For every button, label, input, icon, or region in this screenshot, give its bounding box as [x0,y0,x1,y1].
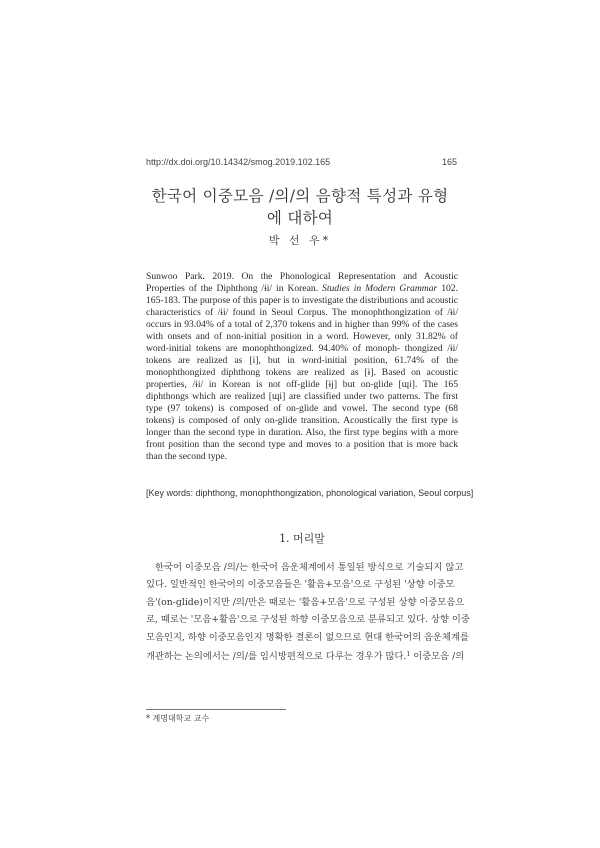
footnote: * 계명대학교 교수 [146,714,210,723]
doi-link[interactable]: http://dx.doi.org/10.14342/smog.2019.102.165 [146,157,331,167]
page-number: 165 [442,157,458,167]
body-line: 있다. 일반적인 한국어의 이중모음들은 '활음+모음'으로 구성된 '상향 이중모 [146,579,455,591]
abstract-body: The purpose of this paper is to investigate the distributions and acoustic characteristics of /ɨi/ found in Seoul Corpus. The monophthongization of /ɨi/ occurs in 93.04% of a total of 2,370 tokens and in higher than 99% of the cases with onsets and of non-initial position in a word. However, only 31.82% of word-initial tokens are monophthongized. 94.40% of monoph- thongized /ɨi/ tokens are realized as [i], but in word-initial position, 61.74% of the monophthongized diphthong tokens are realized as [ɨ]. Based on acoustic properties, /ɨi/ in Korean is not off-glide [ɨj] but on-glide [ɰi]. The 165 diphthongs which are realized [ɰi] are classified under two patterns. The first type (97 tokens) is composed of on-glide and vowel. The second type (68 tokens) is composed of only on-glide transition. Acoustically the first type is longer than the second type in duration. Also, the first type begins with a more front position than the second type and moves to a position that is more back than the second type. [146,295,458,462]
body-line: 음'(on-glide)이지만 /의/만은 때로는 '활음+모음'으로 구성된 상향 이중모음으 [146,596,465,608]
body-line: 모음인지, 하향 이중모음인지 명확한 결론이 없으므로 현대 한국어의 음운체계를 [146,631,469,643]
body-line-tail: 이중모음 /의 [410,651,465,663]
body-line: 한국어 이중모음 /의/는 한국어 음운체계에서 통일된 방식으로 기술되지 않고 [155,562,464,573]
paper-title: 한국어 이중모음 /의/의 음향적 특성과 유형에 대하여 [151,187,449,227]
body-line-last [146,646,465,665]
body-line-text: 개관하는 논의에서는 /의/를 임시방편적으로 다루는 경우가 많다. [146,651,407,663]
abstract-citation-suffix: 102. 165-183. [146,283,458,306]
journal-name: Studies in Modern Grammar [322,283,438,294]
section-body [146,559,470,665]
footnote-divider [146,709,286,710]
section-heading: 1. 머리말 [279,532,325,545]
author-name: 박 선 우* [268,234,332,247]
abstract-citation-prefix: Sunwoo Park. 2019. On the Phonological Representation and Acoustic Properties of the Diphthong /ɨi/ in Korean. [146,271,458,294]
abstract [146,271,458,463]
footnote-reference[interactable]: 1 [406,651,411,659]
body-line: 로, 때로는 '모음+활음'으로 구성된 하향 이중모음으로 분류되고 있다. 상향 이중 [146,614,470,626]
keywords: [Key words: diphthong, monophthongization, phonological variation, Seoul corpus] [146,488,474,498]
